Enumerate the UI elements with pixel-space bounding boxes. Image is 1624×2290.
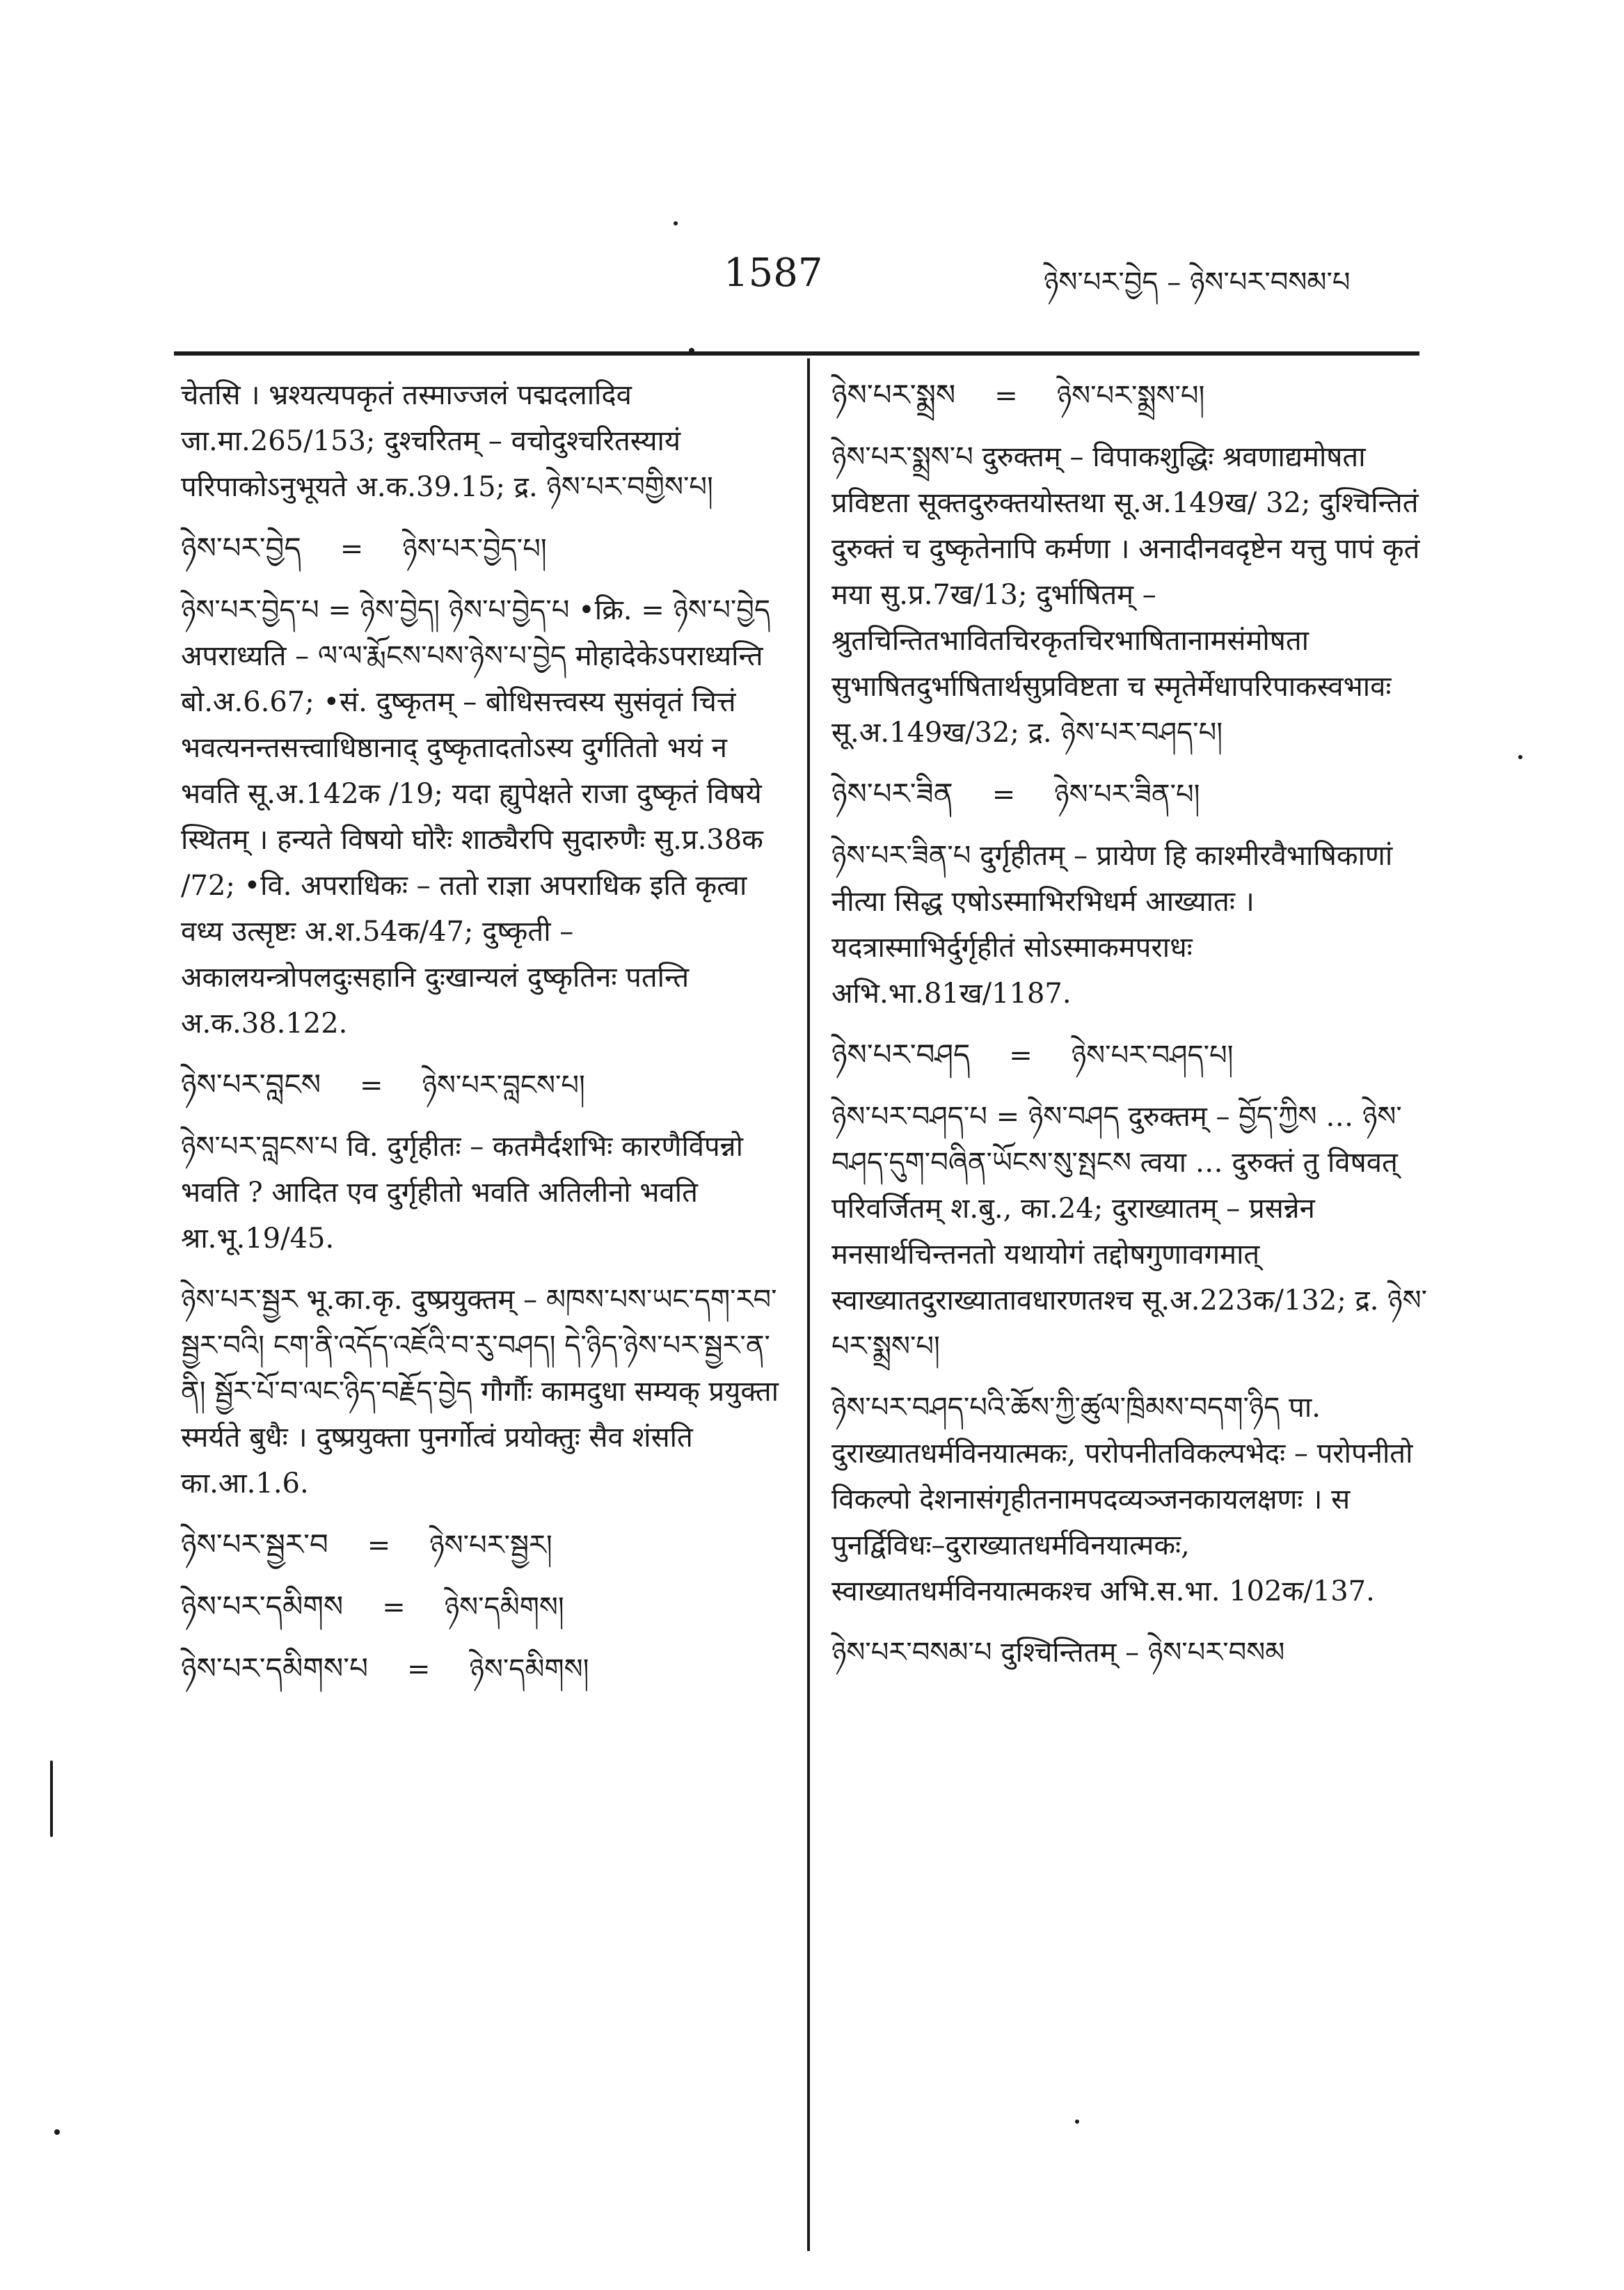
- reference-target: ཉེས་པར་སྦྱར།: [429, 1529, 552, 1561]
- headword: ཉེས་པར་ཟིན: [831, 777, 953, 811]
- entry-text: ཉེས་པར་ཟིན་པ दुर्गृहीतम् – प्रायेण हि काश्मीरवैभाषिकाणां नीत्या सिद्ध एषोऽस्माभिरभिधर्म आख्यातः । यदत्रास्माभिर्दुर्गृहीतं सोऽस्माकमपराधः अभि.भा.81ख/1187.: [831, 840, 1393, 1010]
- column-divider: [807, 358, 810, 2251]
- speck-mark: [1518, 755, 1522, 759]
- headword: ཉེས་པར་དམིགས: [181, 1589, 344, 1623]
- entry-text: ཉེས་པར་བླངས་པ वि. दुर्गृहीतः – कतमैर्दशभिः कारणैर्विपन्नो भवति ? आदित एव दुर्गृहीतो भवति अतिलीनो भवति श्रा.भू.19/45.: [181, 1131, 743, 1255]
- entry-text: चेतसि । भ्रश्यत्यपकृतं तस्माज्जलं पद्मदलादिव जा.मा.265/153; दुश्चरितम् – वचोदुश्चरितस्यायं परिपाकोऽनुभूयते अ.क.39.15; द्र. ཉེས་པར་བགྱིས་པ།: [181, 379, 713, 503]
- cross-reference-entry: [181, 1522, 793, 1568]
- entry-text: ཉེས་པར་བཤད་པའི་ཆོས་ཀྱི་ཚུལ་ཁྲིམས་བདག་ཉིད पा. दुराख्यातधर्मविनयात्मकः, परोपनीतविकल्पभेदः – परोपनीतो विकल्पो देशनासंगृहीतनामपदव्यञ्जनकायलक्षणः । स पुनर्द्विविधः–दुराख्यातधर्मविनयात्मकः, स्वाख्यातधर्मविनयात्मकश्च अभि.स.भा. 102क/137.: [831, 1392, 1413, 1607]
- speck-mark: [54, 2129, 60, 2135]
- dictionary-entry: [831, 1630, 1433, 1676]
- speck-mark: [674, 221, 678, 225]
- reference-target: ཉེས་པར་སྨྲས་པ།: [1056, 380, 1205, 412]
- equals-sign: =: [406, 1653, 431, 1685]
- speck-mark: [689, 348, 694, 353]
- cross-reference-entry: [831, 372, 1433, 419]
- entry-continuation: [181, 372, 793, 510]
- reference-target: ཉེས་དམིགས།: [444, 1591, 564, 1623]
- reference-target: ཉེས་དམིགས།: [469, 1653, 589, 1685]
- equals-sign: =: [994, 380, 1018, 412]
- reference-target: ཉེས་པར་བཤད་པ།: [1071, 1040, 1234, 1072]
- cross-reference-entry: [831, 1032, 1433, 1079]
- headword: ཉེས་པར་དམིགས་པ: [181, 1651, 369, 1685]
- reference-target: ཉེས་པར་བླངས་པ།: [422, 1070, 585, 1102]
- dictionary-entry: [831, 1094, 1433, 1369]
- dictionary-entry: [831, 1385, 1433, 1614]
- entry-text: ཉེས་པར་བྱེད་པ = ཉེས་བྱེད། ཉེས་པ་བྱེད་པ •क्रि. = ཉེས་པ་བྱེད अपराध्यति – ལ་ལ་རྨོངས་པས་ཉེས་པ་བྱེད मोहादेकेऽपराध्यन्ति बो.अ.6.67; •सं. दुष्कृतम् – बोधिसत्त्वस्य सुसंवृतं चित्तं भवत्यनन्तसत्त्वाधिष्ठानाद् दुष्कृतादतोऽस्य दुर्गतितो भयं न भवति सू.अ.142क /19; यदा ह्युपेक्षते राजा दुष्कृतं विषये स्थितम् । हन्यते विषयो घोरैः शाठ्यैरपि सुदारुणैः सु.प्र.38क /72; •वि. अपराधिकः – ततो राज्ञा अपराधिक इति कृत्वा वध्य उत्सृष्टः अ.श.54क/47; दुष्कृती – अकालयन्त्रोपलदुःसहानि दुःखान्यलं दुष्कृतिनः पतन्ति अ.क.38.122.: [181, 594, 771, 1040]
- dictionary-entry: [831, 434, 1433, 756]
- cross-reference-entry: [181, 1646, 793, 1692]
- cross-reference-entry: [181, 1584, 793, 1630]
- page-number: 1587: [724, 251, 823, 296]
- dictionary-entry: [831, 833, 1433, 1017]
- equals-sign: =: [382, 1591, 406, 1623]
- equals-sign: =: [1009, 1040, 1033, 1072]
- headword: ཉེས་པར་བླངས: [181, 1067, 321, 1102]
- reference-target: ཉེས་པར་བྱེད་པ།: [402, 533, 547, 565]
- speck-mark: [1075, 2120, 1079, 2124]
- headword: ཉེས་པར་སྦྱར་བ: [181, 1527, 328, 1561]
- equals-sign: =: [992, 779, 1016, 811]
- left-column: [181, 372, 793, 1708]
- equals-sign: =: [360, 1070, 383, 1102]
- reference-target: ཉེས་པར་ཟིན་པ།: [1054, 779, 1200, 811]
- header-rule: [174, 351, 1419, 356]
- running-head: ཉེས་པར་བྱེད – ཉེས་པར་བསམ་པ: [1044, 267, 1351, 299]
- headword: ཉེས་པར་བཤད: [831, 1037, 971, 1072]
- cross-reference-entry: [181, 1062, 793, 1108]
- equals-sign: =: [340, 533, 364, 565]
- headword: ཉེས་པར་བྱེད: [181, 531, 301, 565]
- entry-text: ཉེས་པར་བསམ་པ दुश्चिन्तितम् – ཉེས་པར་བསམ: [831, 1637, 1285, 1669]
- cross-reference-entry: [831, 771, 1433, 818]
- right-column: [831, 372, 1433, 1691]
- entry-text: ཉེས་པར་བཤད་པ = ཉེས་བཤད दुरुक्तम् – བྱོད་ཀྱིས … ཉེས་བཤད་དུག་བཞིན་ཡོངས་སུ་སྤངས त्वया … दुरुक्तं तु विषवत् परिवर्जितम् श.बु., का.24; दुराख्यातम् – प्रसन्नेन मनसार्थचिन्तनतो यथायोगं तद्दोषगुणावगमात् स्वाख्यातदुराख्यातावधारणतश्च सू.अ.223क/132; द्र. ཉེས་པར་སྨྲས་པ།: [831, 1101, 1427, 1362]
- equals-sign: =: [367, 1529, 391, 1561]
- entry-text: ཉེས་པར་སྦྱར भू.का.कृ. दुष्प्रयुक्तम् – མཁས་པས་ཡང་དག་རབ་སྦྱར་བའི། ངག་ནི་འདོད་འཇོའི་བ་རུ་བཤད། དེ་ཉིད་ཉེས་པར་སྦྱར་ན་ནི། སྦྱོར་པོ་བ་ལང་ཉིད་བརྗོད་བྱེད गौर्गौः कामदुधा सम्यक् प्रयुक्ता स्मर्यते बुधैः । दुष्प्रयुक्ता पुनर्गोत्वं प्रयोक्तुः सैव शंसति का.आ.1.6.: [181, 1284, 779, 1500]
- dictionary-entry: [181, 1124, 793, 1262]
- dictionary-entry: [181, 1277, 793, 1506]
- speck-mark: [50, 1760, 53, 1837]
- dictionary-entry: [181, 587, 793, 1047]
- cross-reference-entry: [181, 525, 793, 572]
- entry-text: ཉེས་པར་སྨྲས་པ दुरुक्तम् – विपाकशुद्धिः श्रवणाद्यमोषता प्रविष्टता सूक्तदुरुक्तयोस्तथा सू.अ.149ख/ 32; दुश्चिन्तितं दुरुक्तं च दुष्कृतेनापि कर्मणा । अनादीनवदृष्टेन यत्तु पापं कृतं मया सु.प्र.7ख/13; दुर्भाषितम् – श्रुतचिन्तितभावितचिरकृतचिरभाषितानामसंमोषता सुभाषितदुर्भाषितार्थसुप्रविष्टता च स्मृतेर्मेधापरिपाकस्वभावः सू.अ.149ख/32; द्र. ཉེས་པར་བཤད་པ།: [831, 441, 1420, 749]
- headword: ཉེས་པར་སྨྲས: [831, 378, 956, 412]
